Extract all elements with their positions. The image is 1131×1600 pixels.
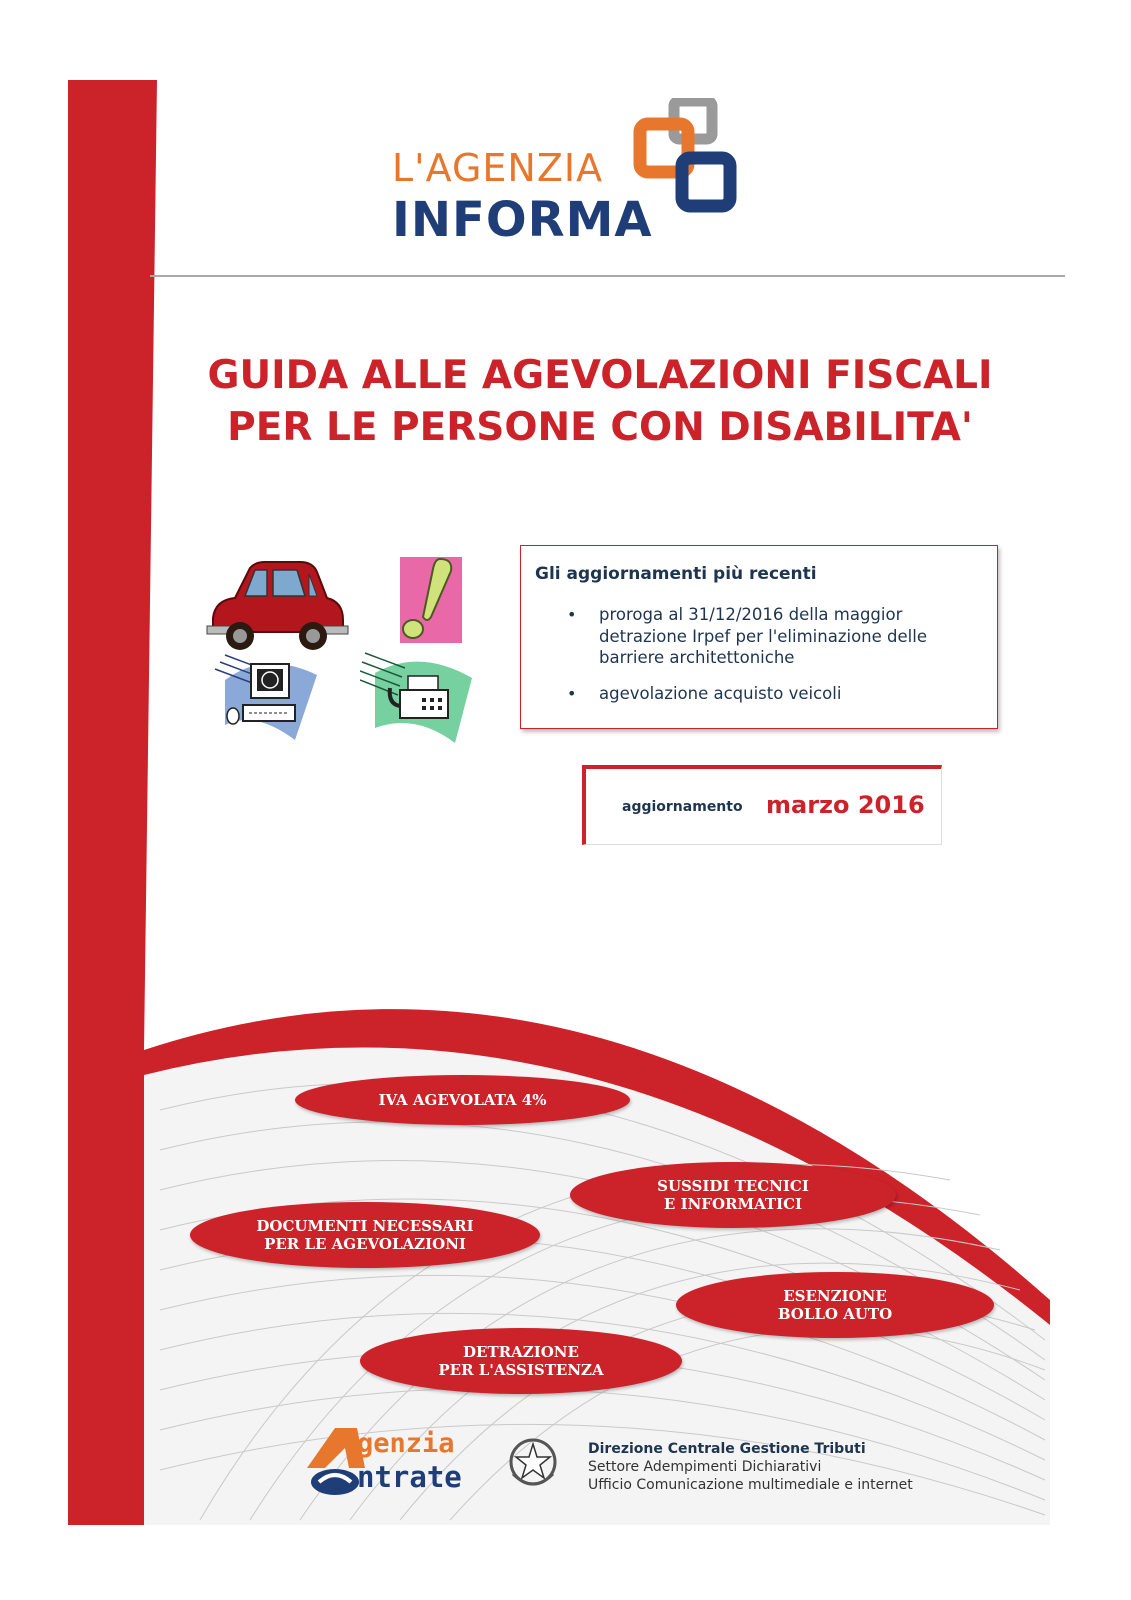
title-line2: PER LE PERSONE CON DISABILITA' <box>227 405 973 450</box>
topic-iva[interactable]: IVA AGEVOLATA 4% <box>295 1075 630 1125</box>
updates-heading: Gli aggiornamenti più recenti <box>535 564 817 584</box>
update-item: • agevolazione acquisto veicoli <box>535 683 983 705</box>
logo-line1: L'AGENZIA <box>392 146 604 190</box>
agenzia-entrate-a-icon <box>305 1428 365 1496</box>
logo-line2: INFORMA <box>392 192 653 248</box>
car-icon <box>205 560 350 655</box>
fax-icon <box>360 648 475 748</box>
republic-emblem-icon <box>505 1432 561 1494</box>
logo-squares-icon <box>632 98 747 223</box>
footer-office: Ufficio Comunicazione multimediale e internet <box>588 1477 913 1493</box>
footer-department <box>588 1440 968 1494</box>
topic-bollo[interactable]: ESENZIONE BOLLO AUTO <box>676 1272 994 1338</box>
title-line1: GUIDA ALLE AGEVOLAZIONI FISCALI <box>207 353 993 398</box>
brand-line2: ntrate <box>357 1460 462 1494</box>
edition-box <box>582 765 942 845</box>
agenzia-entrate-logo <box>305 1428 505 1498</box>
brand-line1: genzia <box>357 1428 455 1459</box>
edition-label: aggiornamento <box>622 799 743 815</box>
page-title <box>150 350 1050 454</box>
topic-documenti[interactable]: DOCUMENTI NECESSARI PER LE AGEVOLAZIONI <box>190 1202 540 1268</box>
update-item: • proroga al 31/12/2016 della maggior detrazione Irpef per l'eliminazione delle barriere architettoniche <box>535 604 983 669</box>
topic-sussidi[interactable]: SUSSIDI TECNICI E INFORMATICI <box>570 1162 896 1228</box>
topic-assistenza[interactable]: DETRAZIONE PER L'ASSISTENZA <box>360 1328 682 1394</box>
footer-dept: Direzione Centrale Gestione Tributi <box>588 1441 866 1457</box>
footer-sector: Settore Adempimenti Dichiarativi <box>588 1459 822 1475</box>
computer-icon <box>205 650 320 745</box>
edition-date: marzo 2016 <box>766 791 925 819</box>
exclamation-icon <box>395 555 465 645</box>
updates-box <box>520 545 998 729</box>
logo <box>392 140 752 250</box>
